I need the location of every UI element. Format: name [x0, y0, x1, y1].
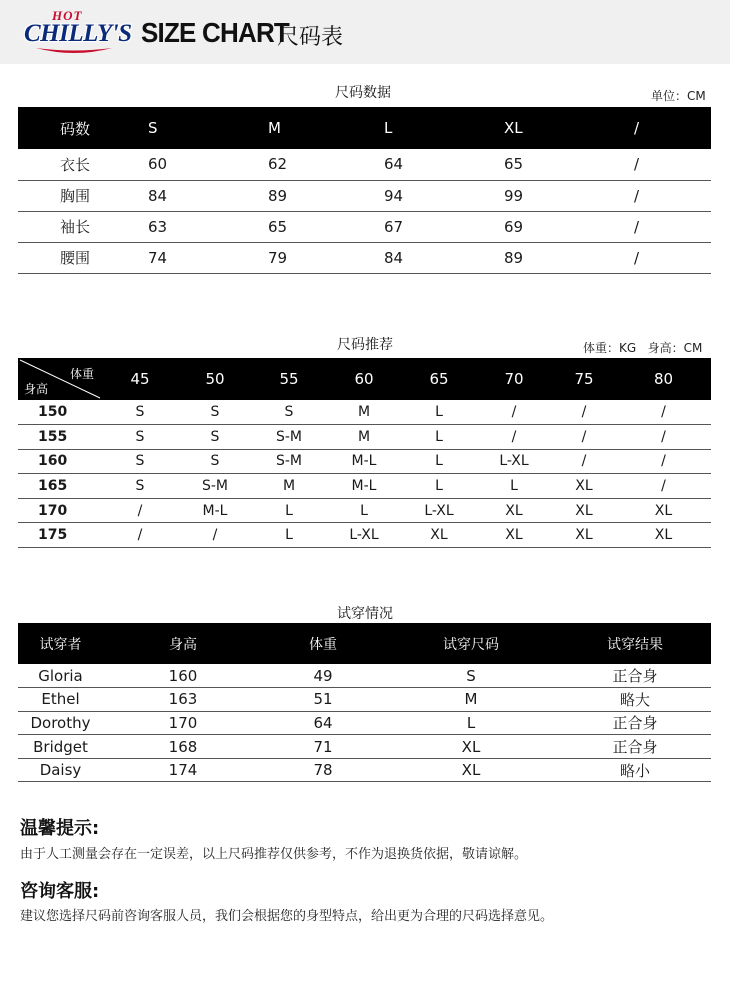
- recommended-size: XL: [476, 498, 552, 523]
- table-row: [18, 735, 711, 759]
- corner-weight-label: 体重: [69, 367, 94, 381]
- recommended-size: XL: [402, 523, 476, 548]
- trial-cell: 71: [263, 735, 383, 759]
- recommended-size: /: [552, 400, 616, 425]
- recommended-size: /: [552, 425, 616, 450]
- corner-height-label: 身高: [24, 382, 49, 396]
- trial-cell: Ethel: [18, 688, 103, 712]
- recommended-size: S: [102, 474, 178, 499]
- measure-label: 袖长: [18, 211, 148, 242]
- recommended-size: L: [402, 449, 476, 474]
- recommend-header-row: [18, 358, 711, 400]
- size-value: 69: [504, 211, 634, 242]
- size-header-cell: XL: [504, 107, 634, 149]
- trial-cell: Daisy: [18, 758, 103, 782]
- brand-logo: [24, 8, 132, 54]
- size-value: 84: [148, 180, 268, 211]
- size-value: 99: [504, 180, 634, 211]
- recommended-size: M-L: [178, 498, 252, 523]
- size-value: /: [634, 242, 711, 273]
- table-row: [18, 498, 711, 523]
- diagonal-corner-cell: [18, 358, 102, 400]
- recommended-size: L-XL: [476, 449, 552, 474]
- trial-cell: 正合身: [559, 664, 711, 688]
- recommended-size: S: [178, 425, 252, 450]
- height-cell: 175: [18, 523, 102, 548]
- weight-header-cell: 45: [102, 358, 178, 400]
- size-value: 64: [384, 149, 504, 180]
- recommended-size: L: [402, 425, 476, 450]
- table-row: [18, 711, 711, 735]
- table-row: [18, 400, 711, 425]
- weight-header-cell: 50: [178, 358, 252, 400]
- size-data-unit: 单位：CM: [651, 89, 706, 103]
- measure-label: 腰围: [18, 242, 148, 273]
- recommended-size: S-M: [178, 474, 252, 499]
- trial-cell: 174: [103, 758, 263, 782]
- recommended-size: XL: [476, 523, 552, 548]
- recommended-size: /: [616, 425, 711, 450]
- table-row: [18, 180, 711, 211]
- recommended-size: L: [326, 498, 402, 523]
- size-header-cell: 码数: [18, 107, 148, 149]
- height-cell: 150: [18, 400, 102, 425]
- recommended-size: M-L: [326, 449, 402, 474]
- recommended-size: L-XL: [326, 523, 402, 548]
- recommended-size: /: [476, 400, 552, 425]
- size-value: 94: [384, 180, 504, 211]
- trial-cell: 163: [103, 688, 263, 712]
- recommended-size: M: [326, 425, 402, 450]
- size-value: 89: [504, 242, 634, 273]
- trial-cell: 略小: [559, 758, 711, 782]
- trial-cell: 160: [103, 664, 263, 688]
- size-header-cell: S: [148, 107, 268, 149]
- trial-cell: 64: [263, 711, 383, 735]
- trial-cell: L: [383, 711, 559, 735]
- size-value: 74: [148, 242, 268, 273]
- recommended-size: M: [326, 400, 402, 425]
- table-row: [18, 149, 711, 180]
- recommended-size: XL: [552, 498, 616, 523]
- recommended-size: /: [616, 474, 711, 499]
- recommended-size: /: [616, 449, 711, 474]
- table-row: [18, 449, 711, 474]
- trial-cell: Dorothy: [18, 711, 103, 735]
- table-row: [18, 523, 711, 548]
- weight-header-cell: 70: [476, 358, 552, 400]
- trial-cell: M: [383, 688, 559, 712]
- page-header: [0, 0, 730, 64]
- table-row: [18, 211, 711, 242]
- size-value: /: [634, 211, 711, 242]
- height-cell: 155: [18, 425, 102, 450]
- trial-header-cell: 试穿者: [18, 623, 103, 664]
- warm-tip-text: 由于人工测量会存在一定误差，以上尺码推荐仅供参考，不作为退换货依据，敬请谅解。: [20, 847, 528, 862]
- recommended-size: L: [252, 523, 326, 548]
- size-value: 65: [504, 149, 634, 180]
- weight-header-cell: 55: [252, 358, 326, 400]
- service-tip-text: 建议您选择尺码前咨询客服人员，我们会根据您的身型特点，给出更为合理的尺码选择意见。: [20, 909, 554, 924]
- size-value: /: [634, 149, 711, 180]
- trial-cell: 51: [263, 688, 383, 712]
- recommended-size: L: [402, 474, 476, 499]
- trial-header-cell: 身高: [103, 623, 263, 664]
- size-recommend-table: [18, 358, 711, 548]
- trial-table: [18, 623, 711, 782]
- recommended-size: /: [102, 498, 178, 523]
- measure-label: 胸围: [18, 180, 148, 211]
- size-table-header-row: [18, 107, 711, 149]
- size-value: 60: [148, 149, 268, 180]
- recommended-size: /: [102, 523, 178, 548]
- trial-cell: 49: [263, 664, 383, 688]
- trial-cell: XL: [383, 735, 559, 759]
- table-row: [18, 425, 711, 450]
- size-value: 63: [148, 211, 268, 242]
- size-header-cell: /: [634, 107, 711, 149]
- page-subtitle: 尺码表: [277, 25, 344, 50]
- size-header-cell: L: [384, 107, 504, 149]
- trial-header-cell: 试穿结果: [559, 623, 711, 664]
- service-tip-title: 咨询客服:: [20, 881, 100, 902]
- trial-cell: 正合身: [559, 711, 711, 735]
- recommended-size: XL: [616, 523, 711, 548]
- recommended-size: L: [402, 400, 476, 425]
- trial-cell: 78: [263, 758, 383, 782]
- logo-hot-text: HOT: [52, 8, 83, 23]
- height-cell: 170: [18, 498, 102, 523]
- recommended-size: /: [616, 400, 711, 425]
- recommend-title: 尺码推荐: [337, 337, 393, 353]
- trial-cell: 168: [103, 735, 263, 759]
- recommended-size: XL: [552, 523, 616, 548]
- size-value: 79: [268, 242, 384, 273]
- trial-header-row: [18, 623, 711, 664]
- logo-main-text: CHILLY'S: [24, 20, 132, 47]
- trial-cell: Bridget: [18, 735, 103, 759]
- recommended-size: S: [252, 400, 326, 425]
- size-data-title: 尺码数据: [335, 85, 391, 101]
- recommended-size: S: [178, 449, 252, 474]
- trial-cell: Gloria: [18, 664, 103, 688]
- size-value: /: [634, 180, 711, 211]
- recommended-size: S: [102, 449, 178, 474]
- recommended-size: /: [552, 449, 616, 474]
- recommended-size: L: [476, 474, 552, 499]
- trial-title: 试穿情况: [337, 606, 393, 622]
- weight-header-cell: 80: [616, 358, 711, 400]
- recommended-size: /: [178, 523, 252, 548]
- trial-cell: 170: [103, 711, 263, 735]
- measure-label: 衣长: [18, 149, 148, 180]
- table-row: [18, 758, 711, 782]
- size-header-cell: M: [268, 107, 384, 149]
- size-value: 65: [268, 211, 384, 242]
- table-row: [18, 242, 711, 273]
- trial-header-cell: 试穿尺码: [383, 623, 559, 664]
- table-row: [18, 664, 711, 688]
- recommended-size: /: [476, 425, 552, 450]
- recommended-size: S: [178, 400, 252, 425]
- recommended-size: M: [252, 474, 326, 499]
- table-row: [18, 474, 711, 499]
- height-cell: 160: [18, 449, 102, 474]
- weight-header-cell: 65: [402, 358, 476, 400]
- page-title: SIZE CHART: [141, 16, 290, 49]
- recommended-size: S-M: [252, 425, 326, 450]
- trial-cell: XL: [383, 758, 559, 782]
- size-value: 67: [384, 211, 504, 242]
- trial-cell: 正合身: [559, 735, 711, 759]
- recommend-unit: 体重：KG 身高：CM: [583, 341, 703, 355]
- table-row: [18, 688, 711, 712]
- recommended-size: S-M: [252, 449, 326, 474]
- recommended-size: XL: [552, 474, 616, 499]
- trial-cell: 略大: [559, 688, 711, 712]
- recommended-size: XL: [616, 498, 711, 523]
- size-value: 62: [268, 149, 384, 180]
- size-value: 84: [384, 242, 504, 273]
- recommended-size: M-L: [326, 474, 402, 499]
- warm-tip-title: 温馨提示:: [20, 818, 100, 839]
- recommended-size: S: [102, 425, 178, 450]
- recommended-size: L: [252, 498, 326, 523]
- weight-header-cell: 75: [552, 358, 616, 400]
- weight-header-cell: 60: [326, 358, 402, 400]
- recommended-size: L-XL: [402, 498, 476, 523]
- recommended-size: S: [102, 400, 178, 425]
- size-data-table: [18, 107, 711, 274]
- height-cell: 165: [18, 474, 102, 499]
- trial-cell: S: [383, 664, 559, 688]
- trial-header-cell: 体重: [263, 623, 383, 664]
- size-value: 89: [268, 180, 384, 211]
